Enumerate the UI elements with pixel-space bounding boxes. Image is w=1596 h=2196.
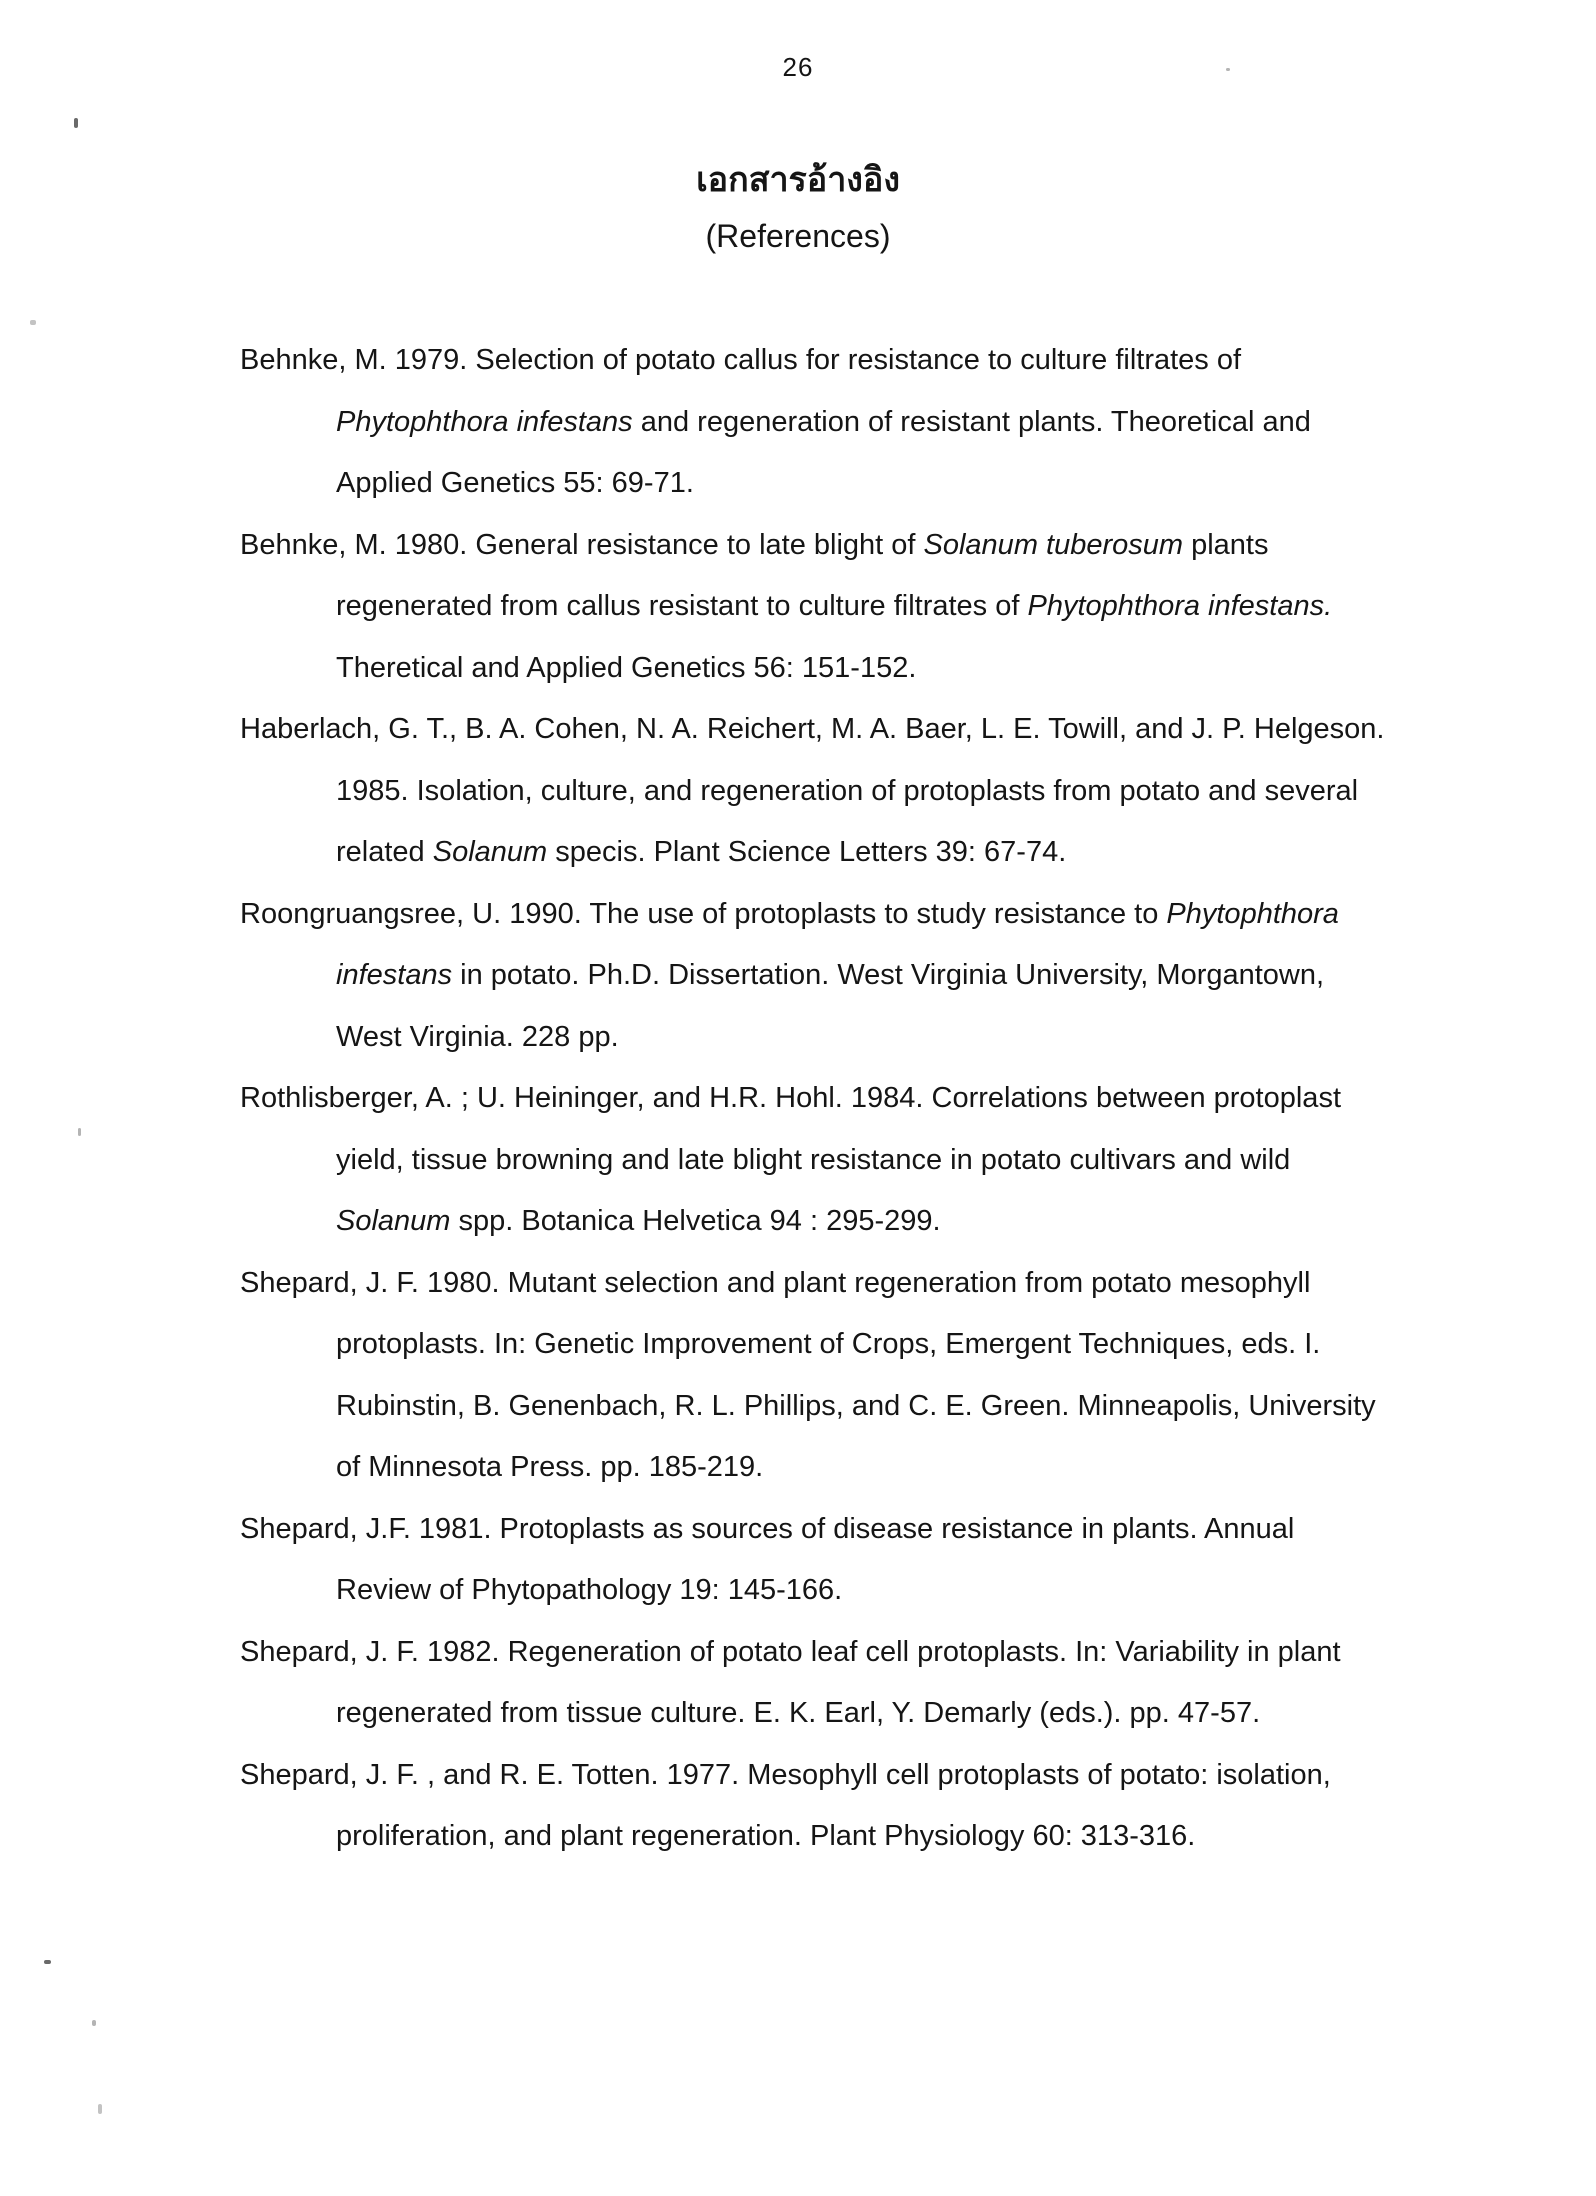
reference-entry (240, 330, 1390, 515)
reference-entry (240, 1499, 1390, 1622)
reference-text: spp. Botanica Helvetica 94 : 295-299. (450, 1205, 941, 1237)
reference-text: Shepard, J. F. 1980. Mutant selection and plant regeneration from potato mesophyll protoplasts. In: Genetic Improvement of Crops, Emergent Techniques, eds. I. Rubinstin, B. Genenbach, R. L. Phillips, and C. E. Green. Minneapolis, University of Minnesota Press. pp. 185-219. (240, 1266, 1376, 1483)
scan-speck (92, 2020, 96, 2026)
reference-text: Behnke, M. 1979. Selection of potato callus for resistance to culture filtrates of (240, 344, 1242, 376)
reference-text: Shepard, J. F. , and R. E. Totten. 1977. Mesophyll cell protoplasts of potato: isolation, proliferation, and plant regeneration. Plant Physiology 60: 313-316. (240, 1758, 1331, 1852)
reference-italic-text: Solanum (336, 1205, 451, 1237)
page-number: 26 (782, 52, 814, 82)
scan-speck (98, 2104, 102, 2114)
reference-entry (240, 1068, 1390, 1253)
reference-italic-text: Solanum tuberosum (923, 528, 1184, 561)
reference-text: Roongruangsree, U. 1990. The use of protoplasts to study resistance to (240, 897, 1167, 930)
reference-entry (240, 515, 1390, 700)
reference-text: and regeneration of resistant plants. Theoretical and Applied Genetics 55: 69-71. (336, 405, 1311, 499)
reference-list (240, 330, 1390, 1868)
reference-entry (240, 1745, 1390, 1868)
section-title-thai: เอกสารอ้างอิง (696, 160, 900, 200)
reference-italic-text: Phytophthora infestans (336, 897, 1339, 991)
reference-entry (240, 884, 1390, 1069)
scan-speck (74, 118, 78, 128)
reference-text: in potato. Ph.D. Dissertation. West Virginia University, Morgantown, West Virginia. 228 pp. (336, 959, 1325, 1053)
scan-speck (30, 320, 36, 325)
reference-text: Behnke, M. 1980. General resistance to late blight of (240, 528, 924, 561)
reference-italic-text: Phytophthora infestans (336, 405, 633, 438)
reference-italic-text: Phytophthora infestans. (1027, 590, 1333, 622)
reference-entry (240, 699, 1390, 884)
reference-text: Rothlisberger, A. ; U. Heininger, and H.R. Hohl. 1984. Correlations between protoplast yield, tissue browning and late blight resistance in potato cultivars and wild (240, 1082, 1341, 1176)
scan-speck (1226, 68, 1230, 71)
reference-entry (240, 1253, 1390, 1499)
reference-entry (240, 1622, 1390, 1745)
reference-text: Shepard, J. F. 1982. Regeneration of potato leaf cell protoplasts. In: Variability in plant regenerated from tissue culture. E. K. Earl, Y. Demarly (eds.). pp. 47-57. (240, 1635, 1341, 1729)
section-title-english: (References) (705, 218, 891, 254)
reference-text: Shepard, J.F. 1981. Protoplasts as sources of disease resistance in plants. Annual Review of Phytopathology 19: 145-166. (240, 1512, 1295, 1606)
reference-italic-text: Solanum (432, 836, 548, 868)
reference-text: Theretical and Applied Genetics 56: 151-152. (336, 651, 917, 684)
scan-speck (78, 1128, 81, 1136)
scan-speck (44, 1960, 51, 1964)
reference-text: plants regenerated from callus resistant to culture filtrates of (336, 528, 1269, 622)
reference-text: Haberlach, G. T., B. A. Cohen, N. A. Reichert, M. A. Baer, L. E. Towill, and J. P. Helgeson. 1985. Isolation, culture, and regeneration of protoplasts from potato and several related (240, 713, 1385, 868)
reference-text: specis. Plant Science Letters 39: 67-74. (547, 836, 1067, 868)
